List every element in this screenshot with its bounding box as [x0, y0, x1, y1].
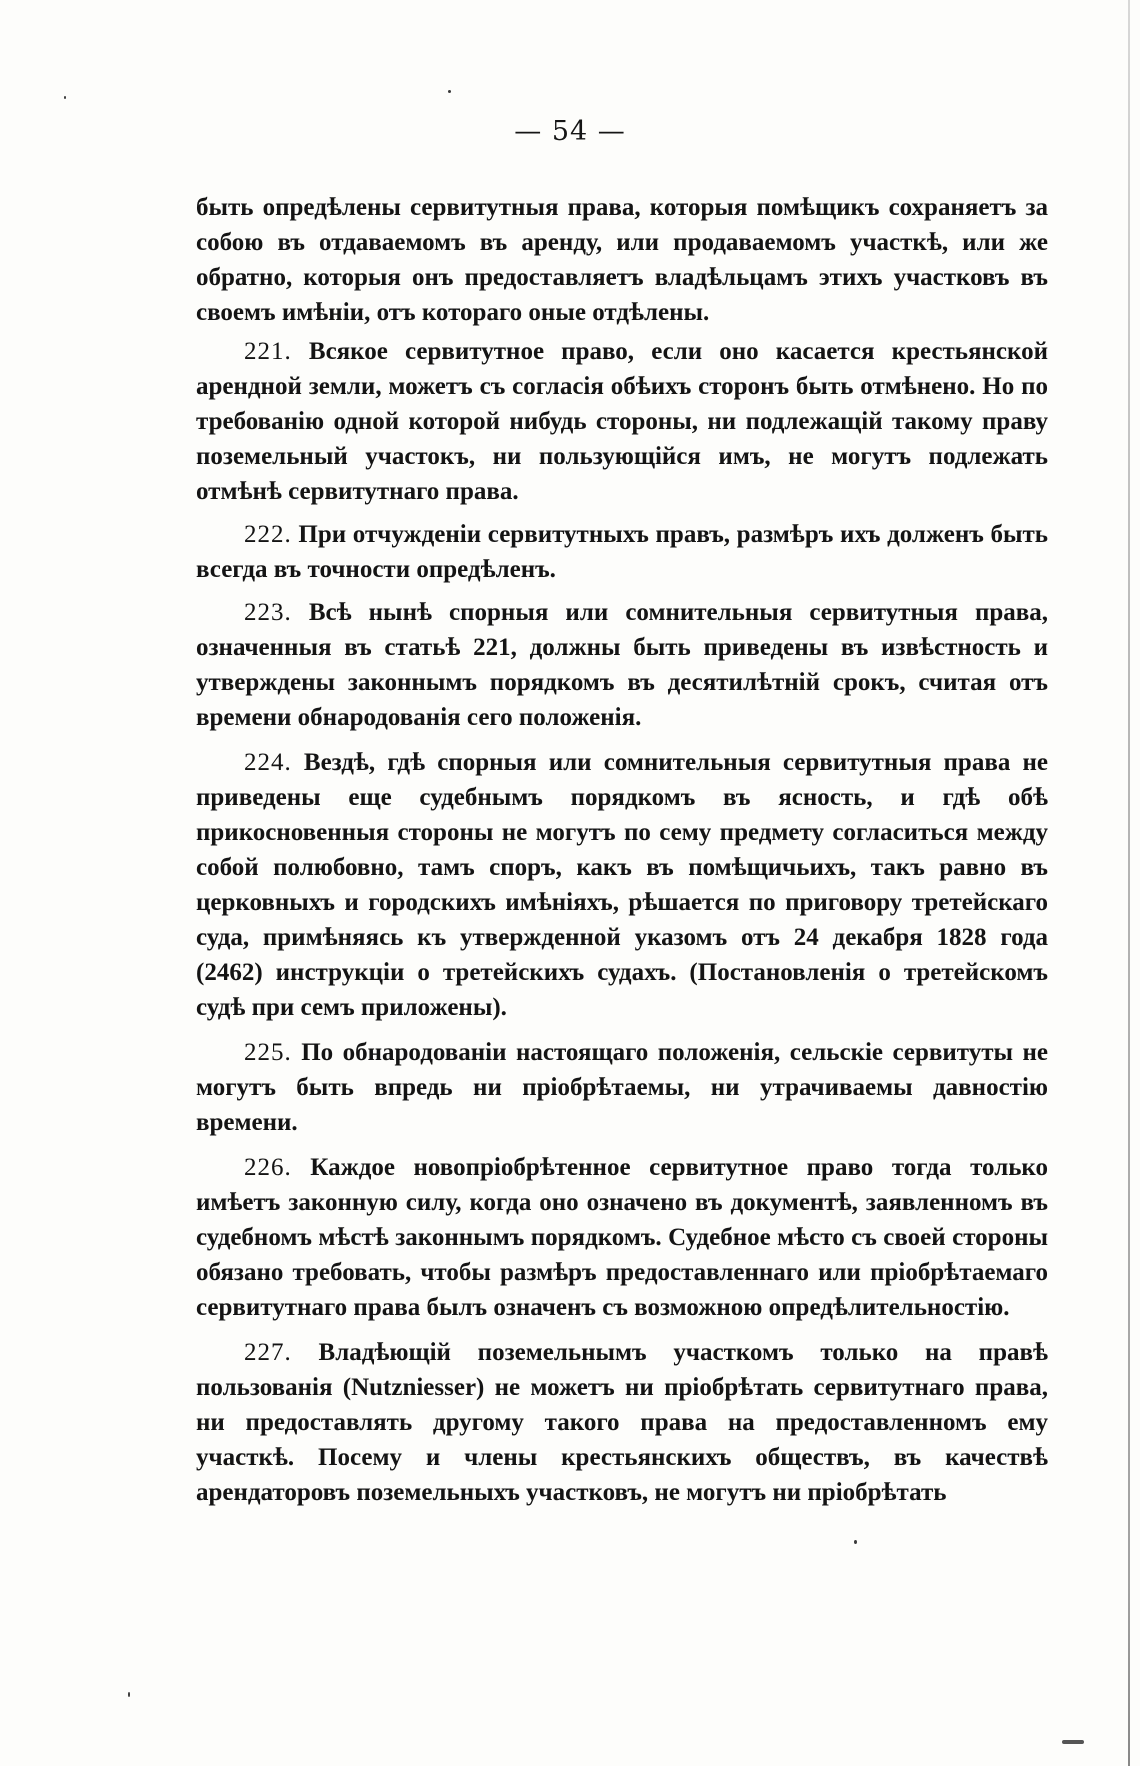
paragraph-continuation	[196, 190, 1048, 330]
article-number: 223.	[244, 599, 292, 626]
paragraph-text: быть опредѣлены сервитутныя права, которыя помѣщикъ сохраняетъ за собою въ отдаваемомъ въ аренду, или продаваемомъ участкѣ, или же обратно, которыя онъ предоставляетъ владѣльцамъ этихъ участковъ въ своемъ имѣніи, отъ котораго оные отдѣлены.	[196, 194, 1048, 326]
article-text: По обнародованіи настоящаго положенія, сельскіе сервитуты не могутъ быть впредь ни пріобрѣтаемы, ни утрачиваемы давностію времени.	[196, 1039, 1048, 1136]
article-number: 222.	[244, 521, 292, 548]
article-221	[196, 334, 1048, 509]
article-225	[196, 1035, 1048, 1140]
page-number: — 54 —	[514, 116, 626, 147]
scan-speck	[64, 96, 66, 99]
article-222	[196, 517, 1048, 587]
scan-speck	[128, 1692, 130, 1697]
article-number: 221.	[244, 338, 292, 365]
article-text: Каждое новопріобрѣтенное сервитутное право тогда только имѣетъ законную силу, когда оно означено въ документѣ, заявленномъ въ судебномъ мѣстѣ законнымъ порядкомъ. Судебное мѣсто съ своей стороны обязано требовать, чтобы размѣръ предоставленнаго или пріобрѣтаемаго сервитутнаго права былъ означенъ съ возможною опредѣлительностію.	[196, 1154, 1049, 1321]
article-number: 224.	[244, 749, 292, 776]
body-text	[196, 190, 1048, 1514]
article-number: 226.	[244, 1154, 292, 1181]
article-223	[196, 595, 1048, 735]
article-226	[196, 1150, 1048, 1325]
scan-speck	[854, 1540, 857, 1544]
article-text: Вездѣ, гдѣ спорныя или сомнительныя сервитутныя права не приведены еще судебнымъ порядкомъ въ ясность, и гдѣ обѣ прикосновенныя стороны не могутъ по сему предмету согласиться между собой полюбовно, тамъ споръ, какъ въ помѣщичьихъ, такъ равно въ церковныхъ и городскихъ имѣніяхъ, рѣшается по приговору третейскаго суда, примѣняясь къ утвержденной указомъ отъ 24 декабря 1828 года (2462) инструкціи о третейскихъ судахъ. (Постановленія о третейскомъ судѣ при семъ приложены).	[196, 749, 1048, 1021]
article-text: При отчужденіи сервитутныхъ правъ, размѣръ ихъ долженъ быть всегда въ точности опредѣленъ.	[196, 521, 1048, 583]
article-number: 225.	[244, 1039, 292, 1066]
article-text: Владѣющій поземельнымъ участкомъ только на правѣ пользованія (Nutzniesser) не можетъ ни пріобрѣтать сервитутнаго права, ни предоставлять другому такого права на предоставленномъ ему участкѣ. Посему и члены крестьянскихъ обществъ, въ качествѣ арендаторовъ поземельныхъ участковъ, не могутъ ни пріобрѣтать	[196, 1339, 1048, 1506]
article-text: Всѣ нынѣ спорныя или сомнительныя сервитутныя права, означенныя въ статьѣ 221, должны быть приведены въ извѣстность и утверждены законнымъ порядкомъ въ десятилѣтній срокъ, считая отъ времени обнародованія сего положенія.	[196, 599, 1048, 731]
article-number: 227.	[244, 1339, 292, 1366]
scan-speck	[448, 90, 451, 93]
article-text: Всякое сервитутное право, если оно касается крестьянской арендной земли, можетъ съ согласія обѣихъ сторонъ быть отмѣнено. Но по требованію одной которой нибудь стороны, ни подлежащій такому праву поземельный участокъ, ни пользующійся имъ, не могутъ подлежать отмѣнѣ сервитутнаго права.	[196, 338, 1048, 505]
scan-speck	[1062, 1740, 1084, 1744]
page-edge-shadow	[1128, 0, 1130, 1766]
article-224	[196, 745, 1048, 1025]
article-227	[196, 1335, 1048, 1510]
